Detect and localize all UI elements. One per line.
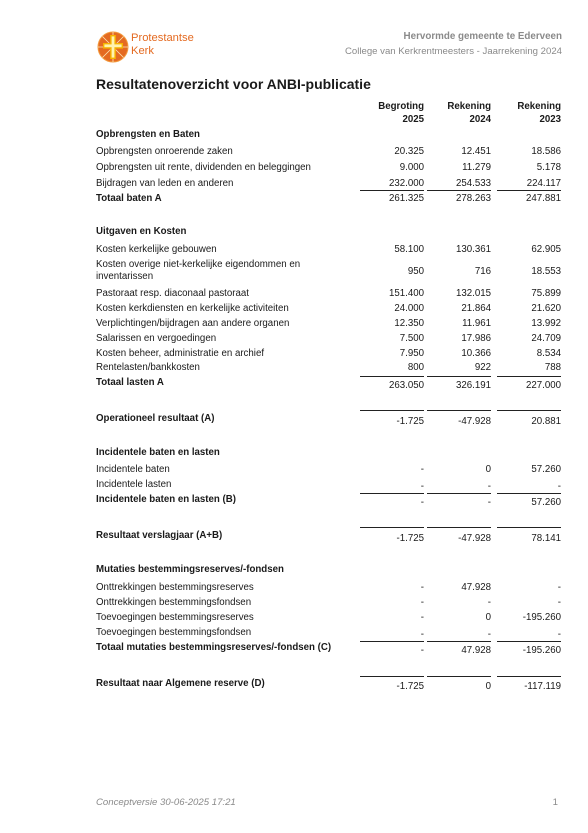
subtotal-rule	[360, 190, 424, 191]
subtotal-rule	[427, 493, 491, 494]
result-rule	[497, 676, 561, 677]
logo-line-1: Protestantse	[131, 32, 194, 44]
logo-emblem-icon	[98, 32, 128, 62]
document-subtitle: College van Kerkrentmeesters - Jaarrekening 2024	[344, 46, 562, 57]
result-rule	[427, 676, 491, 677]
result-rule	[497, 410, 561, 411]
page-title: Resultatenoverzicht voor ANBI-publicatie	[96, 76, 371, 92]
result-rule	[360, 676, 424, 677]
subtotal-rule	[360, 493, 424, 494]
column-header-begroting-2025: Begroting 2025	[378, 101, 424, 125]
column-header-rekening-2024: Rekening 2024	[447, 101, 491, 125]
subtotal-rule	[497, 641, 561, 642]
subtotal-rule	[427, 641, 491, 642]
organization-name: Hervormde gemeente te Ederveen	[403, 31, 562, 42]
subtotal-rule	[427, 376, 491, 377]
subtotal-rule	[497, 376, 561, 377]
subtotal-rule	[497, 493, 561, 494]
subtotal-rule	[497, 190, 561, 191]
result-rule	[360, 410, 424, 411]
column-header-rekening-2023: Rekening 2023	[517, 101, 561, 125]
page-number: 1	[552, 797, 558, 808]
footer-version: Conceptversie 30-06-2025 17:21	[96, 797, 236, 808]
logo-text	[131, 32, 194, 57]
result-rule	[360, 527, 424, 528]
result-rule	[427, 527, 491, 528]
logo-line-2: Kerk	[131, 44, 155, 57]
result-rule	[497, 527, 561, 528]
document-header	[345, 31, 562, 57]
subtotal-rule	[360, 641, 424, 642]
subtotal-rule	[360, 376, 424, 377]
subtotal-rule	[427, 190, 491, 191]
result-rule	[427, 410, 491, 411]
